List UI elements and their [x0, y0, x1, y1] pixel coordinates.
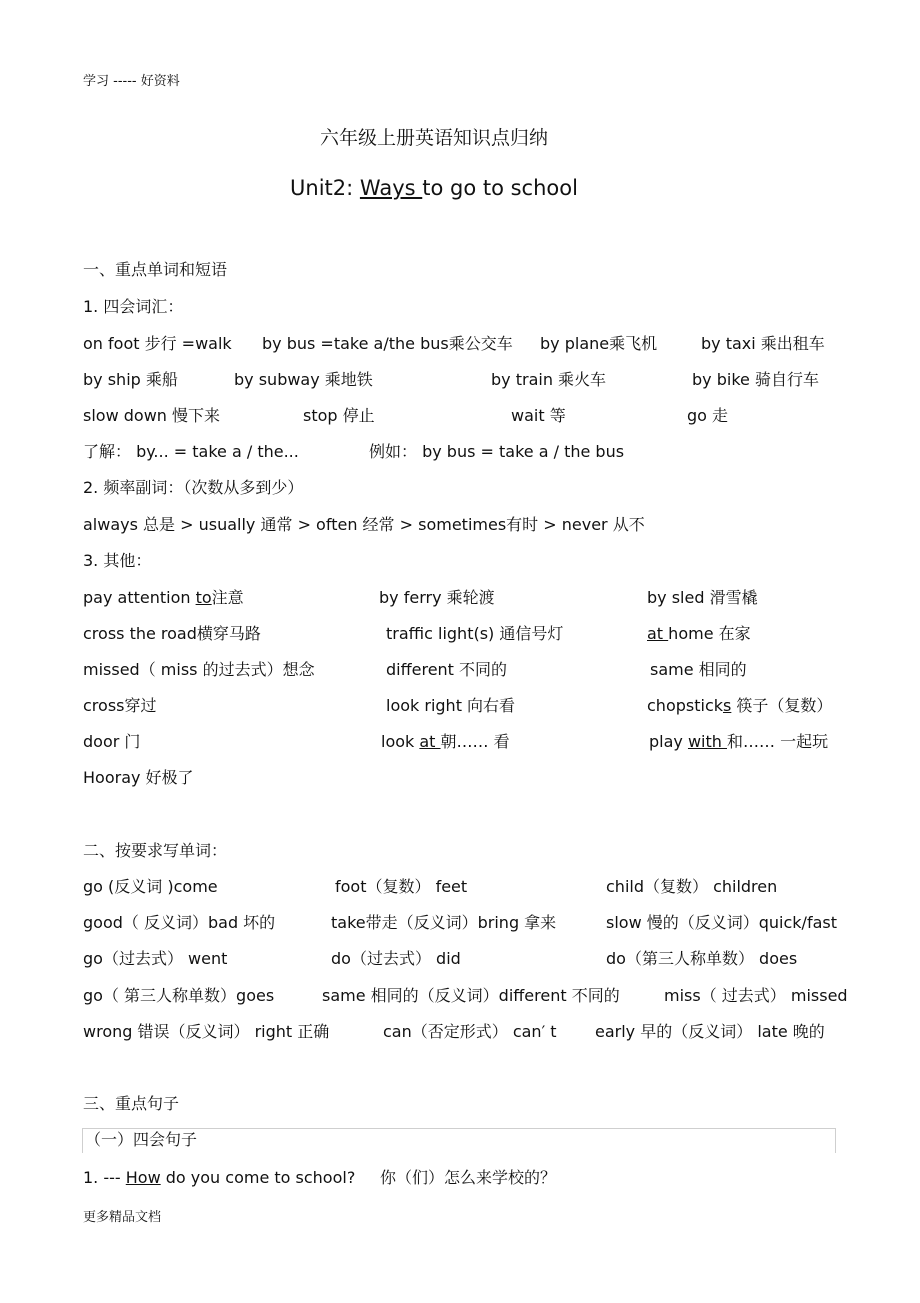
- sentence-text: do you come to school?: [160, 1168, 356, 1187]
- section1-sub1: 1. 四会词汇：: [83, 297, 184, 316]
- word-cell: slow 慢的（反义词）quick/fast: [606, 913, 837, 932]
- other-cell: missed（ miss 的过去式）想念: [83, 660, 315, 679]
- vocab-cell: by subway 乘地铁: [234, 370, 373, 389]
- section1-sub3: 3. 其他：: [83, 551, 152, 570]
- word-cell: take带走（反义词）bring 拿来: [331, 913, 557, 932]
- section1-sub2: 2. 频率副词：（次数从多到少）: [83, 478, 304, 497]
- other-text: 注意: [211, 588, 244, 607]
- other-text: 和…… 一起玩: [727, 732, 829, 751]
- other-text: chopstick: [647, 696, 723, 715]
- word-cell: good（ 反义词）bad 坏的: [83, 913, 276, 932]
- vocab-cell: go 走: [687, 406, 729, 425]
- other-cell: [381, 734, 510, 750]
- other-text: 筷子（复数）: [731, 696, 833, 715]
- word-cell: foot（复数） feet: [335, 877, 468, 896]
- vocab-cell: by bus =take a/the bus乘公交车: [262, 334, 513, 353]
- other-cell: look right 向右看: [386, 696, 516, 715]
- section3-sub1: （一）四会句子: [85, 1130, 198, 1149]
- sentence-1: [83, 1170, 355, 1186]
- subtitle-suffix: to go to school: [422, 176, 578, 200]
- word-cell: go (反义词 )come: [83, 877, 218, 896]
- other-cell: by sled 滑雪橇: [647, 588, 758, 607]
- vocab-cell: slow down 慢下来: [83, 406, 221, 425]
- word-cell: do（过去式） did: [331, 949, 461, 968]
- frequency-line: always 总是 > usually 通常 > often 经常 > sometimes有时 > never 从不: [83, 515, 645, 534]
- other-cell: by ferry 乘轮渡: [379, 588, 495, 607]
- understand-note: 了解： by... = take a / the...: [83, 442, 299, 461]
- word-cell: same 相同的（反义词）different 不同的: [322, 986, 620, 1005]
- other-text: look: [381, 732, 420, 751]
- section1-heading: 一、重点单词和短语: [83, 260, 228, 279]
- word-cell: go（ 第三人称单数）goes: [83, 986, 275, 1005]
- other-text: pay attention: [83, 588, 196, 607]
- other-underlined: to: [195, 588, 212, 607]
- other-cell: traffic light(s) 通信号灯: [386, 624, 564, 643]
- page-title: 六年级上册英语知识点归纳: [319, 127, 548, 149]
- vocab-cell: by train 乘火车: [491, 370, 607, 389]
- other-text: 朝…… 看: [440, 732, 510, 751]
- word-cell: early 早的（反义词） late 晚的: [595, 1022, 825, 1041]
- sentence-prefix: 1. ---: [83, 1168, 126, 1187]
- word-cell: go（过去式） went: [83, 949, 228, 968]
- other-text: play: [649, 732, 688, 751]
- section2-heading: 二、按要求写单词：: [83, 841, 228, 860]
- other-cell: Hooray 好极了: [83, 768, 194, 787]
- other-cell: door 门: [83, 732, 141, 751]
- word-cell: do（第三人称单数） does: [606, 949, 798, 968]
- other-cell: same 相同的: [650, 660, 747, 679]
- other-underlined: at: [647, 624, 669, 643]
- other-cell: [649, 734, 828, 750]
- other-cell: cross穿过: [83, 696, 157, 715]
- other-cell: [647, 626, 751, 642]
- page-footer: 更多精品文档: [83, 1210, 162, 1225]
- other-cell: cross the road横穿马路: [83, 624, 261, 643]
- page-subtitle: [0, 178, 868, 199]
- word-cell: child（复数） children: [606, 877, 778, 896]
- vocab-cell: stop 停止: [303, 406, 375, 425]
- sentence-underlined: How: [125, 1168, 161, 1187]
- other-underlined: s: [723, 696, 732, 715]
- sentence-1-translation: 你（们）怎么来学校的？: [380, 1168, 557, 1187]
- vocab-cell: on foot 步行 =walk: [83, 334, 232, 353]
- other-underlined: with: [687, 732, 727, 751]
- vocab-cell: by plane乘飞机: [540, 334, 658, 353]
- vocab-cell: by ship 乘船: [83, 370, 178, 389]
- word-cell: can（否定形式） can′ t: [383, 1022, 557, 1041]
- vocab-cell: by bike 骑自行车: [692, 370, 819, 389]
- vocab-cell: by taxi 乘出租车: [701, 334, 825, 353]
- page-header: 学习 ----- 好资料: [83, 74, 180, 89]
- vocab-cell: wait 等: [511, 406, 566, 425]
- example-note: 例如： by bus = take a / the bus: [369, 442, 625, 461]
- word-cell: miss（ 过去式） missed: [664, 986, 848, 1005]
- other-underlined: at: [419, 732, 441, 751]
- other-text: home 在家: [668, 624, 751, 643]
- word-cell: wrong 错误（反义词） right 正确: [83, 1022, 330, 1041]
- other-cell: different 不同的: [386, 660, 508, 679]
- other-cell: [83, 590, 244, 606]
- other-cell: [647, 698, 832, 714]
- subtitle-underlined: Ways: [359, 176, 423, 200]
- section3-heading: 三、重点句子: [83, 1094, 180, 1113]
- subtitle-prefix: Unit2:: [290, 176, 360, 200]
